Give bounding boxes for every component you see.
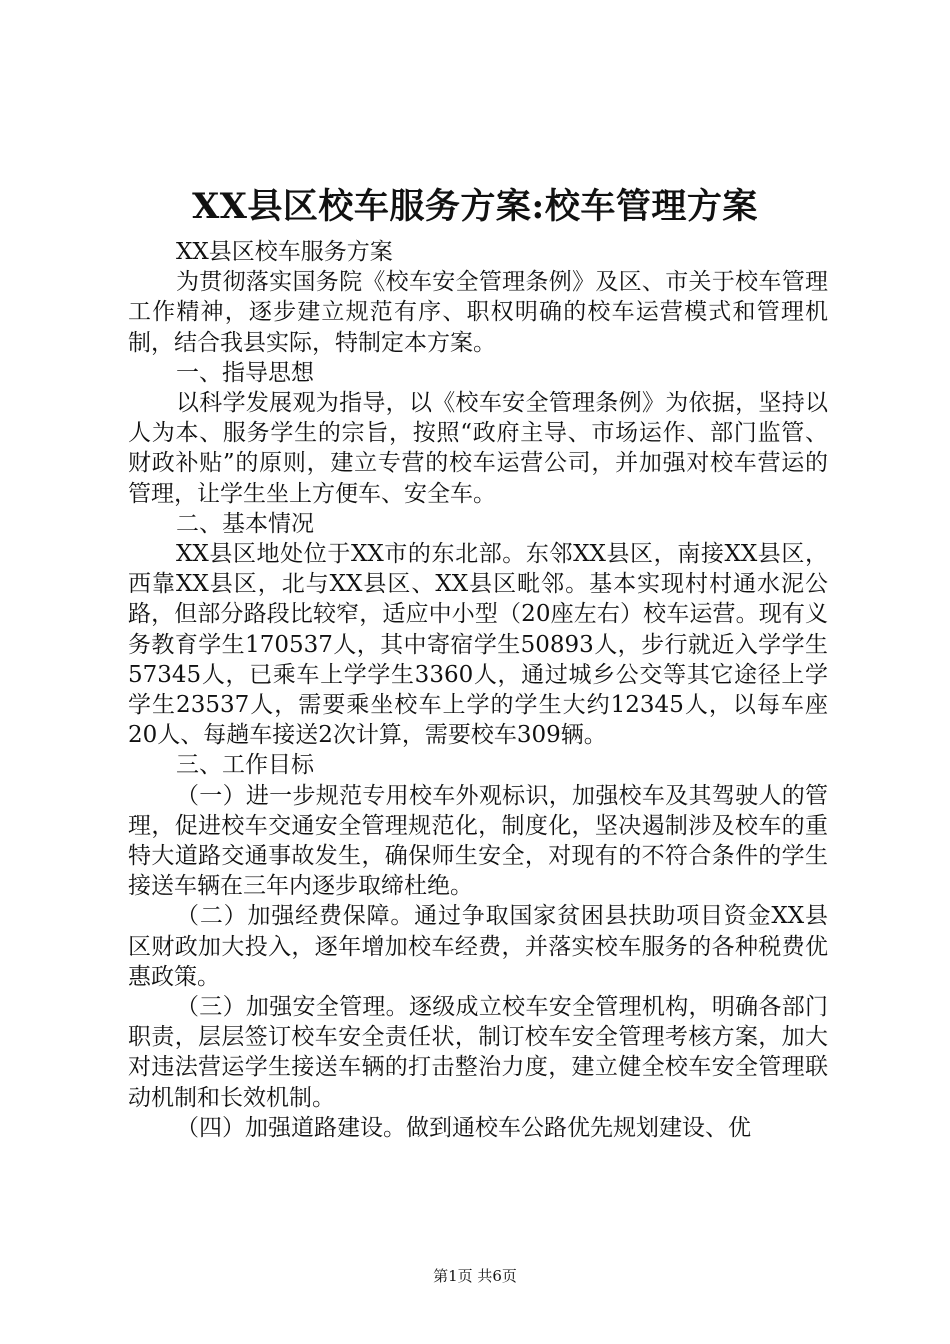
document-body: [128, 237, 828, 1143]
paragraph-goal-2: （二）加强经费保障。通过争取国家贫困县扶助项目资金XX县区财政加大投入，逐年增加校车经费，并落实校车服务的各种税费优惠政策。: [128, 903, 828, 990]
paragraph-goal-4: （四）加强道路建设。做到通校车公路优先规划建设、优: [176, 1114, 751, 1141]
paragraph-goal-3: （三）加强安全管理。逐级成立校车安全管理机构，明确各部门职责，层层签订校车安全责任状，制订校车安全管理考核方案，加大对违法营运学生接送车辆的打击整治力度，建立健全校车安全管理联动机制和长效机制。: [128, 994, 828, 1111]
paragraph-goal-1: （一）进一步规范专用校车外观标识，加强校车及其驾驶人的管理，促进校车交通安全管理规范化，制度化，坚决遏制涉及校车的重特大道路交通事故发生，确保师生安全，对现有的不符合条件的学生接送车辆在三年内逐步取缔杜绝。: [128, 782, 828, 900]
paragraph-guiding-ideology: 以科学发展观为指导，以《校车安全管理条例》为依据，坚持以人为本、服务学生的宗旨，按照“政府主导、市场运作、部门监管、财政补贴”的原则，建立专营的校车运营公司，并加强对校车营运的管理，让学生坐上方便车、安全车。: [128, 390, 828, 507]
paragraph-basic-situation: XX县区地处位于XX市的东北部。东邻XX县区，南接XX县区，西靠XX县区，北与XX县区、XX县区毗邻。基本实现村村通水泥公路，但部分路段比较窄，适应中小型（20座左右）校车运营。现有义务教育学生170537人，其中寄宿学生50893人，步行就近入学学生57345人，已乘车上学学生3360人，通过城乡公交等其它途径上学学生23537人，需要乘坐校车上学的学生大约12345人，以每车座20人、每趟车接送2次计算，需要校车309辆。: [128, 541, 828, 749]
heading-guiding-ideology: 一、指导思想: [176, 359, 314, 386]
heading-work-goals: 三、工作目标: [176, 752, 314, 779]
heading-basic-situation: 二、基本情况: [176, 510, 314, 537]
document-title: XX县区校车服务方案:校车管理方案: [192, 186, 758, 227]
page-footer: 第1页 共6页: [433, 1267, 517, 1285]
paragraph-plan-name: XX县区校车服务方案: [176, 239, 393, 265]
paragraph-intro: 为贯彻落实国务院《校车安全管理条例》及区、市关于校车管理工作精神，逐步建立规范有序、职权明确的校车运营模式和管理机制，结合我县实际，特制定本方案。: [128, 269, 828, 356]
